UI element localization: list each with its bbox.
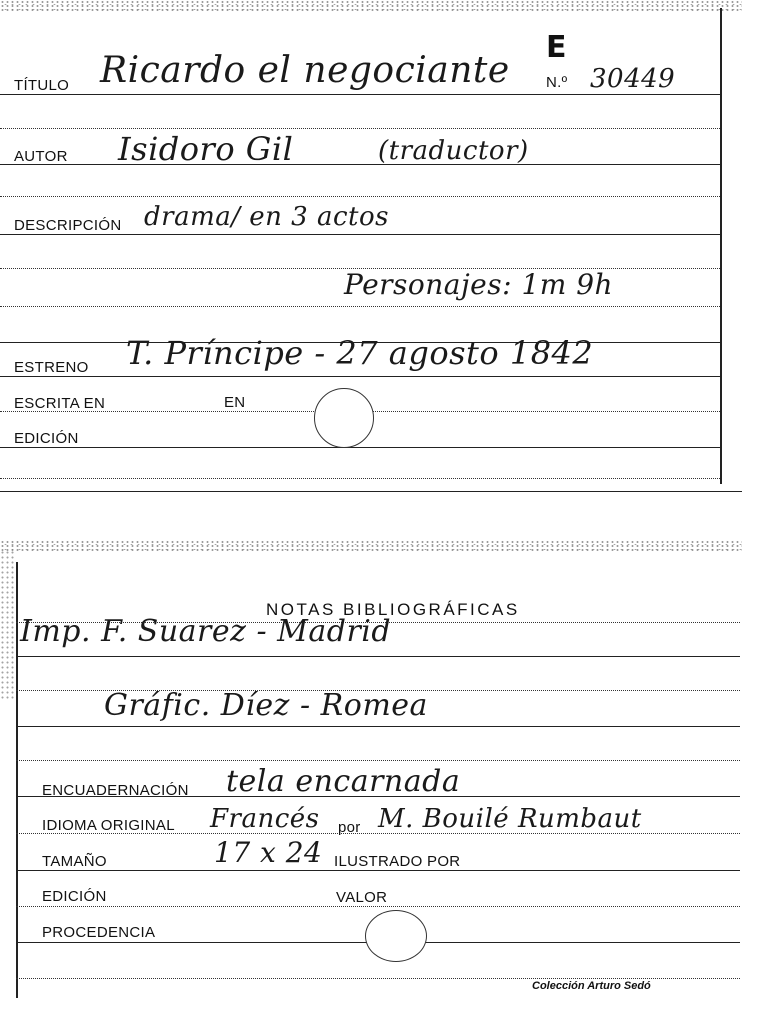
idioma-label: IDIOMA ORIGINAL (42, 817, 175, 834)
punch-hole (365, 910, 427, 962)
valor-label: VALOR (336, 889, 388, 906)
edicion-label: EDICIÓN (42, 888, 107, 905)
rule-edicion (0, 447, 720, 448)
tamano-value: 17 x 24 (214, 836, 323, 869)
rule-note (16, 726, 740, 727)
rule-dotted (16, 978, 740, 979)
card-right-border (720, 8, 722, 484)
note-line-1: Imp. F. Suarez - Madrid (20, 614, 392, 649)
encuadernacion-label: ENCUADERNACIÓN (42, 782, 189, 799)
card-left-border (16, 562, 18, 998)
idioma-value: Francés (210, 804, 320, 834)
por-value: M. Bouilé Rumbaut (378, 804, 642, 834)
numero-value: 30449 (590, 64, 676, 94)
ilustrado-label: ILUSTRADO POR (334, 853, 461, 870)
rule-tamano (16, 870, 740, 871)
rule-dotted (0, 128, 720, 129)
descripcion-value: drama/ en 3 actos (144, 202, 389, 232)
rule-edicion (16, 906, 740, 907)
scan-edge-top (0, 540, 742, 552)
tamano-label: TAMAÑO (42, 853, 107, 870)
autor-note: (traductor) (378, 136, 529, 166)
notes-heading: NOTAS BIBLIOGRÁFICAS (266, 600, 520, 619)
rule-descripcion (0, 234, 720, 235)
rule-dotted (0, 478, 720, 479)
stamp-letter: E (546, 30, 567, 65)
encuadernacion-value: tela encarnada (226, 764, 461, 799)
scan-edge-left (0, 550, 16, 700)
titulo-value: Ricardo el negociante (100, 50, 510, 91)
collection-credit: Colección Arturo Sedó (532, 980, 651, 992)
catalog-card-front (0, 0, 742, 492)
card-bottom-border (0, 491, 742, 492)
rule-autor (0, 164, 720, 165)
rule-dotted (0, 196, 720, 197)
rule-dotted (0, 306, 720, 307)
note-line-2: Gráfic. Díez - Romea (104, 688, 428, 723)
scan-edge-top (0, 0, 742, 12)
estreno-label: ESTRENO (14, 359, 89, 376)
rule-titulo (0, 94, 720, 95)
punch-hole (314, 388, 374, 448)
rule-dotted (16, 760, 740, 761)
autor-value: Isidoro Gil (118, 130, 294, 168)
en-label: EN (224, 394, 246, 411)
edicion-label: EDICIÓN (14, 430, 79, 447)
numero-label: N.º (546, 74, 568, 91)
estreno-value: T. Príncipe - 27 agosto 1842 (126, 334, 594, 372)
catalog-card-back (0, 540, 742, 1028)
rule-note (16, 656, 740, 657)
por-label: por (338, 819, 361, 836)
rule-estreno (0, 376, 720, 377)
personajes-value: Personajes: 1m 9h (344, 268, 614, 301)
titulo-label: TÍTULO (14, 77, 70, 94)
escrita-en-label: ESCRITA EN (14, 395, 106, 412)
procedencia-label: PROCEDENCIA (42, 924, 156, 941)
descripcion-label: DESCRIPCIÓN (14, 217, 122, 234)
autor-label: AUTOR (14, 148, 68, 165)
